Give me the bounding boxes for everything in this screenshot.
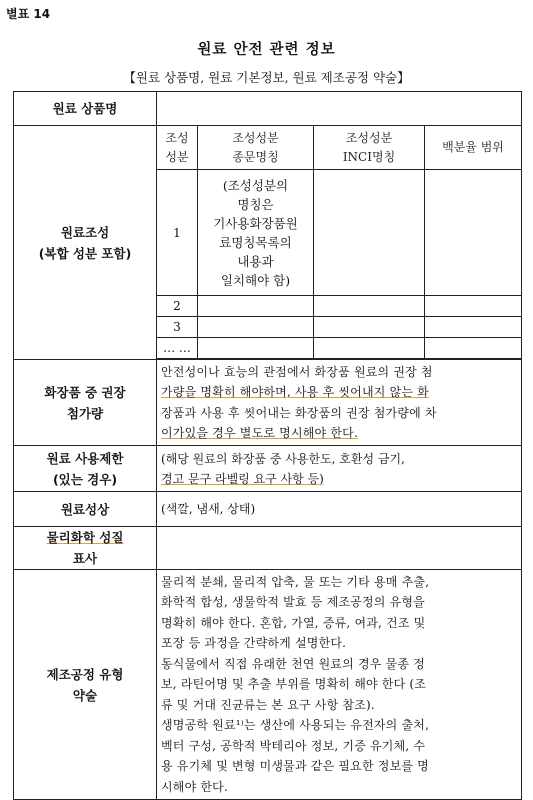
header-korean-name [198,126,314,170]
header-korean-name-line1: 조성성분 [232,130,279,145]
value-usage-restriction [157,446,522,492]
header-inci-name-line2: INCI명칭 [342,149,396,164]
text-line: 화학적 합성, 생물학적 발효 등 제조공정의 유형을 [161,595,425,610]
text-line: 이가있을 경우 별도로 명시해야 한다. [161,426,358,440]
row-properties [14,492,522,527]
label-recommended-amount-line1: 화장품 중 권장 [44,384,126,400]
text-line: 벡터 구성, 공학적 박테리아 정보, 기증 유기체, 수 [161,738,426,753]
header-korean-name-line2: 종문명칭 [232,149,279,164]
value-properties: (색깔, 냄새, 상태) [157,492,522,527]
text-line: 용 유기체 및 변형 미생물과 같은 필요한 정보를 명 [161,759,429,774]
document-title: 원료 안전 관련 정보 [197,41,336,58]
text-line: 시해야 한다. [161,779,228,794]
label-product-name: 원료 상품명 [14,92,157,126]
label-manufacturing-line1: 제조공정 유형 [46,666,124,682]
text-line: 가량을 명확히 해야하며, 사용 후 씻어내지 않는 화 [161,385,429,399]
text-line: 보, 라틴어명 및 추출 부위를 명확히 해야 한다 (조 [161,677,427,692]
value-product-name [157,92,522,126]
text-line: (해당 원료의 화장품 중 사용한도, 호환성 금기, [161,451,405,466]
entry-inci-name [314,296,425,317]
note-line: 일치해야 함) [220,272,291,288]
label-usage-restriction-line2: (있는 경우) [52,471,118,487]
label-composition [14,126,157,360]
row-physchem [14,527,522,570]
entry-number: 3 [157,317,198,338]
entry-korean-name [198,296,314,317]
text-line: 류 및 거대 진균류는 본 요구 사항 참조). [161,697,375,712]
header-component-line2: 성분 [165,149,189,164]
text-line: 생명공학 원료¹⁾는 생산에 사용되는 유전자의 출처, [161,718,430,733]
label-physchem [14,527,157,570]
text-line: 경고 문구 라벨링 요구 사항 등) [161,471,324,486]
note-line: (조성성분의 [222,177,289,193]
entry-percent-range [425,338,522,359]
note-line: 내용과 [237,253,274,269]
row-composition-header [14,126,522,170]
text-line: 명확히 해야 한다. 혼합, 가열, 증류, 여과, 건조 및 [161,615,426,630]
document-subtitle: 【원료 상품명, 원료 기본정보, 원료 제조공정 약술】 [123,70,410,85]
text-line: 장품과 사용 후 씻어내는 화장품의 권장 첨가량에 차 [161,405,437,420]
row-usage-restriction [14,446,522,492]
header-percent-range: 백분율 범위 [425,126,522,170]
label-physchem-line1: 물리화학 성질 [46,530,124,545]
entry-inci-name [314,338,425,359]
value-manufacturing [157,570,522,800]
label-physchem-line2: 표사 [72,551,98,566]
entry-number: 1 [157,170,198,296]
label-manufacturing-line2: 약술 [72,687,98,703]
label-recommended-amount-line2: 첨가량 [66,405,104,421]
text-line: 동식물에서 직접 유래한 천연 원료의 경우 물종 정 [161,656,425,671]
entry-korean-name [198,317,314,338]
entry-number: 2 [157,296,198,317]
header-component-line1: 조성 [165,130,189,145]
row-product-name [14,92,522,126]
note-line: 료명칭목록의 [219,234,292,250]
entry-percent-range [425,170,522,296]
appendix-tag: 별표 14 [6,7,51,21]
label-composition-line2: (복합 성분 포함) [38,245,132,261]
note-line: 기사용화장품원 [213,215,298,231]
note-line: 명칭은 [237,196,274,212]
row-manufacturing [14,570,522,800]
entry-inci-name [314,170,425,296]
value-physchem [157,527,522,570]
text-line: 포장 등 과정을 간략하게 설명한다. [161,636,347,651]
label-usage-restriction-line1: 원료 사용제한 [46,450,124,466]
row-recommended-amount [14,360,522,446]
text-line: 안전성이나 효능의 관점에서 화장품 원료의 권장 첨 [161,364,433,379]
entry-inci-name [314,317,425,338]
label-recommended-amount [14,360,157,446]
header-inci-name-line1: 조성성분 [345,130,393,145]
label-composition-line1: 원료조성 [60,224,110,240]
header-inci-name [314,126,425,170]
entry-percent-range [425,317,522,338]
text-line: 물리적 분쇄, 물리적 압축, 물 또는 기타 용매 추출, [161,574,430,589]
header-component [157,126,198,170]
safety-info-table [13,91,522,800]
entry-percent-range [425,296,522,317]
label-usage-restriction [14,446,157,492]
entry-korean-name-note [198,170,314,296]
label-properties: 원료성상 [14,492,157,527]
entry-number: … … [157,338,198,359]
label-manufacturing [14,570,157,800]
entry-korean-name [198,338,314,359]
value-recommended-amount [157,360,522,446]
